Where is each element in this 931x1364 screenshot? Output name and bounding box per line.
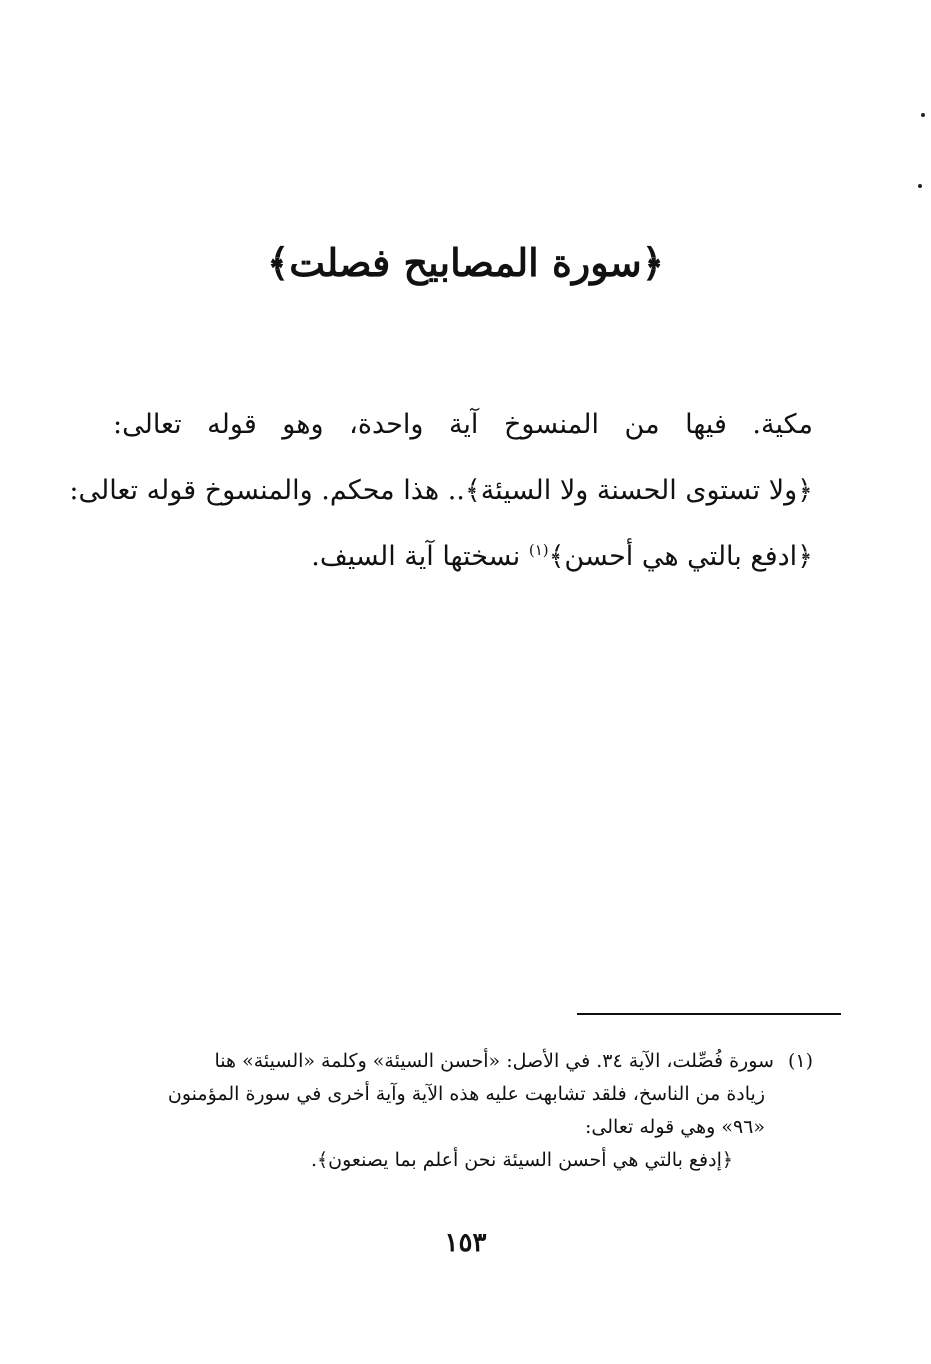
body-line-3 [113,524,813,590]
body-line-2: ﴿ولا تستوى الحسنة ولا السيئة﴾.. هذا محكم. والمنسوخ قوله تعالى: [69,475,813,506]
scan-speck [921,113,925,117]
footnote-line-2: زيادة من الناسخ، فلقد تشابهت عليه هذه الآية وآية أخرى في سورة المؤمنون [167,1083,765,1105]
main-text [69,392,813,590]
body-line-3-rest: نسختها آية السيف. [311,541,529,572]
page-number: ١٥٣ [444,1228,487,1258]
footnote-reference: (١) [528,541,549,559]
footnote-line-3: «٩٦» وهي قوله تعالى: [585,1116,765,1138]
footnote-line-1 [113,1045,813,1078]
footnote-divider [577,1013,841,1015]
footnote-number: (١) [787,1050,813,1072]
footnote-line-4: ﴿إدفع بالتي هي أحسن السيئة نحن أعلم بما يصنعون﴾. [310,1149,733,1171]
footnote [113,1045,813,1177]
body-line-1: مكية. فيها من المنسوخ آية واحدة، وهو قوله تعالى: [113,409,813,440]
quoted-verse: ﴿ادفع بالتي هي أحسن﴾ [548,541,813,572]
chapter-title: ﴿سورة المصابيح فصلت﴾ [267,240,664,285]
scan-speck [918,184,922,188]
footnote-line-1-text: سورة فُصِّلت، الآية ٣٤. في الأصل: «أحسن السيئة» وكلمة «السيئة» هنا [214,1050,774,1072]
